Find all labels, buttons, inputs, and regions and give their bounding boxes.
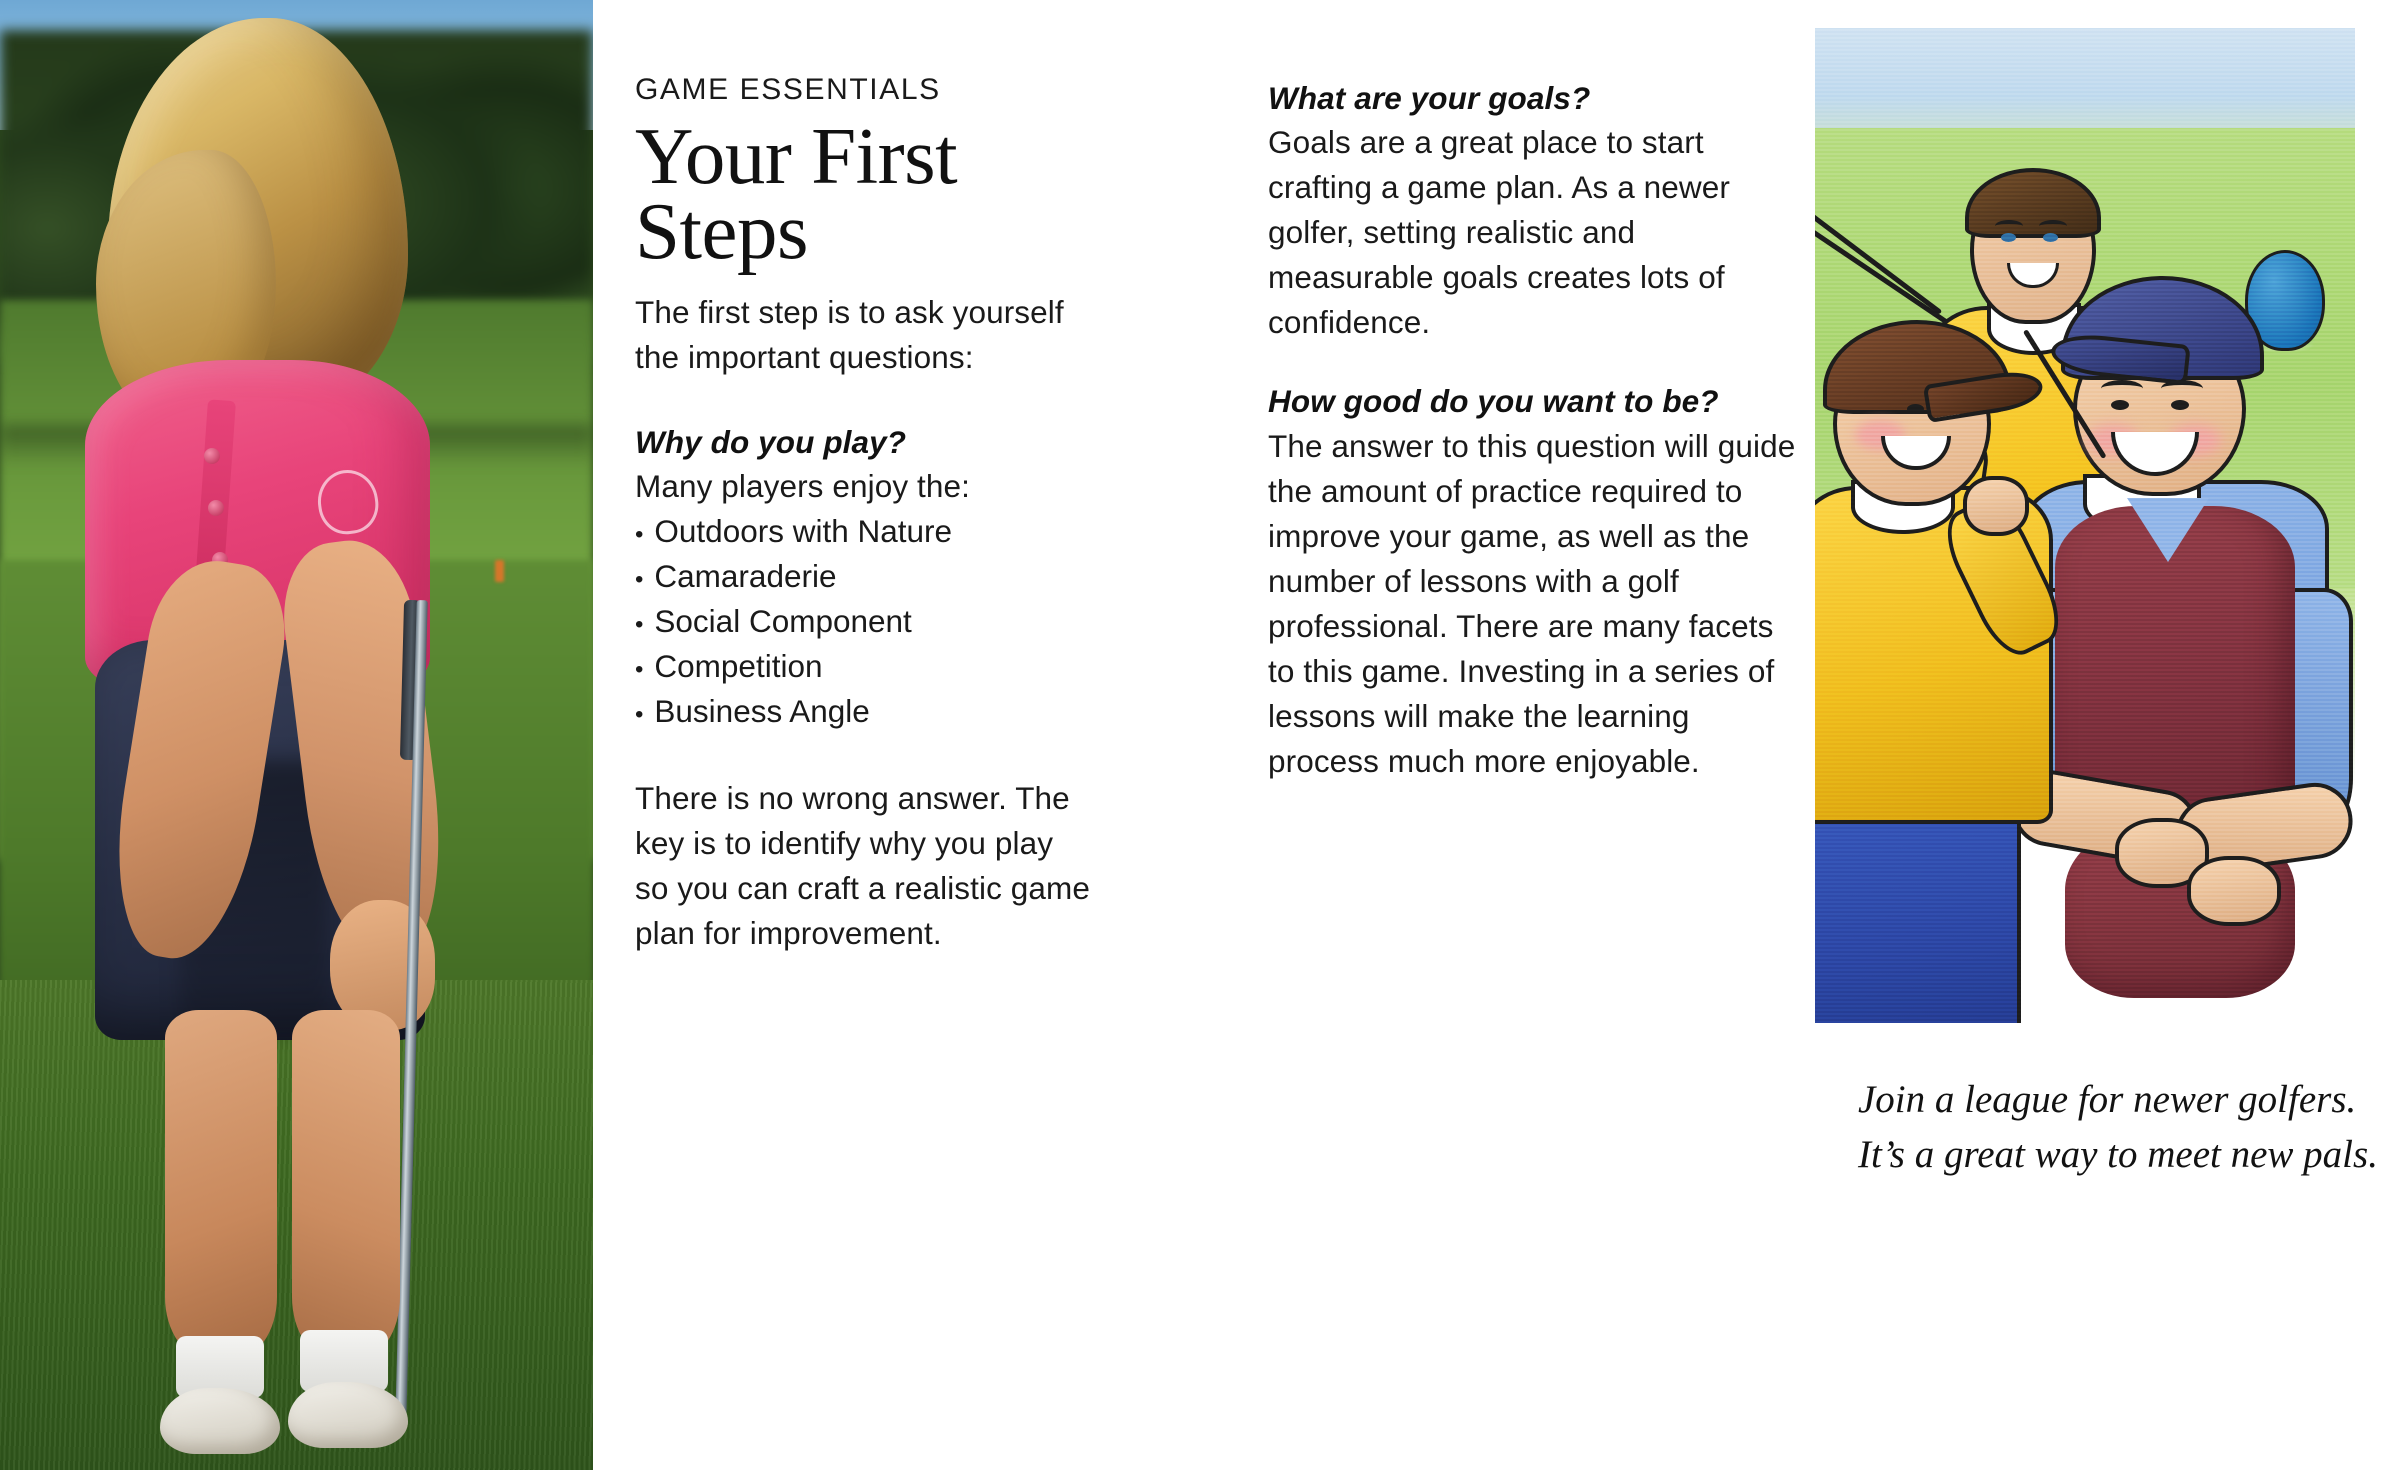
list-item-label: Camaraderie	[654, 558, 837, 595]
bullet-icon: •	[635, 611, 644, 639]
column-two-paragraph-two: The answer to this question will guide the amount of practice required to improve your game, as well as the number of lessons with a golf professional. There are many facets to this game. Investing in a series of lessons will make the learning process much more enjoyable.	[1268, 427, 1796, 779]
subhead-how-good-do-you-want-to-be: How good do you want to be?	[1268, 383, 1719, 420]
golfer-photo	[0, 0, 593, 1470]
subhead-why-do-you-play: Why do you play?	[635, 423, 907, 460]
bullet-icon: •	[635, 521, 644, 549]
photo-distant-flag	[495, 560, 504, 582]
spacer	[635, 734, 1090, 776]
bullet-icon: •	[635, 656, 644, 684]
list-item	[635, 554, 1090, 599]
list-item	[635, 509, 1090, 554]
spacer	[635, 380, 1090, 422]
list-item-label: Business Angle	[654, 693, 870, 730]
spacer	[1268, 345, 1798, 381]
column-one-lead: Many players enjoy the:	[635, 468, 970, 505]
bullet-icon: •	[635, 701, 644, 729]
headline-line-1: Your First	[635, 111, 958, 201]
column-one-intro: The first step is to ask yourself the important questions:	[635, 293, 1064, 375]
bullet-icon: •	[635, 566, 644, 594]
subhead-what-are-your-goals: What are your goals?	[1268, 80, 1591, 116]
list-item-label: Social Component	[654, 603, 912, 640]
reasons-list	[635, 509, 1090, 734]
column-two-paragraph-one: Goals are a great place to start crafting a game plan. As a newer golfer, setting realistic and measurable goals creates lots of confidence.	[1268, 124, 1730, 341]
golfer-polo-button	[204, 448, 220, 464]
column-one-closing: There is no wrong answer. The key is to identify why you play so you can craft a realistic game plan for improvement.	[635, 780, 1091, 952]
golfer-right-leg	[292, 1010, 400, 1360]
list-item-label: Competition	[654, 648, 823, 685]
list-item	[635, 689, 1090, 734]
list-item-label: Outdoors with Nature	[654, 513, 953, 550]
golfer-polo-button	[208, 500, 224, 516]
list-item	[635, 599, 1090, 644]
illustration-caption: Join a league for newer golfers. It’s a great way to meet new pals.	[1858, 1078, 2378, 1177]
article-column-two	[1268, 78, 1798, 784]
article-kicker: GAME ESSENTIALS	[635, 73, 941, 106]
list-item	[635, 644, 1090, 689]
golfers-illustration	[1815, 28, 2355, 1023]
headline-line-2: Steps	[635, 186, 809, 277]
page-title	[635, 111, 1090, 277]
golfer-left-leg	[165, 1010, 277, 1360]
article-column-one	[635, 75, 1090, 956]
illustration-paper-texture	[1815, 28, 2355, 1023]
